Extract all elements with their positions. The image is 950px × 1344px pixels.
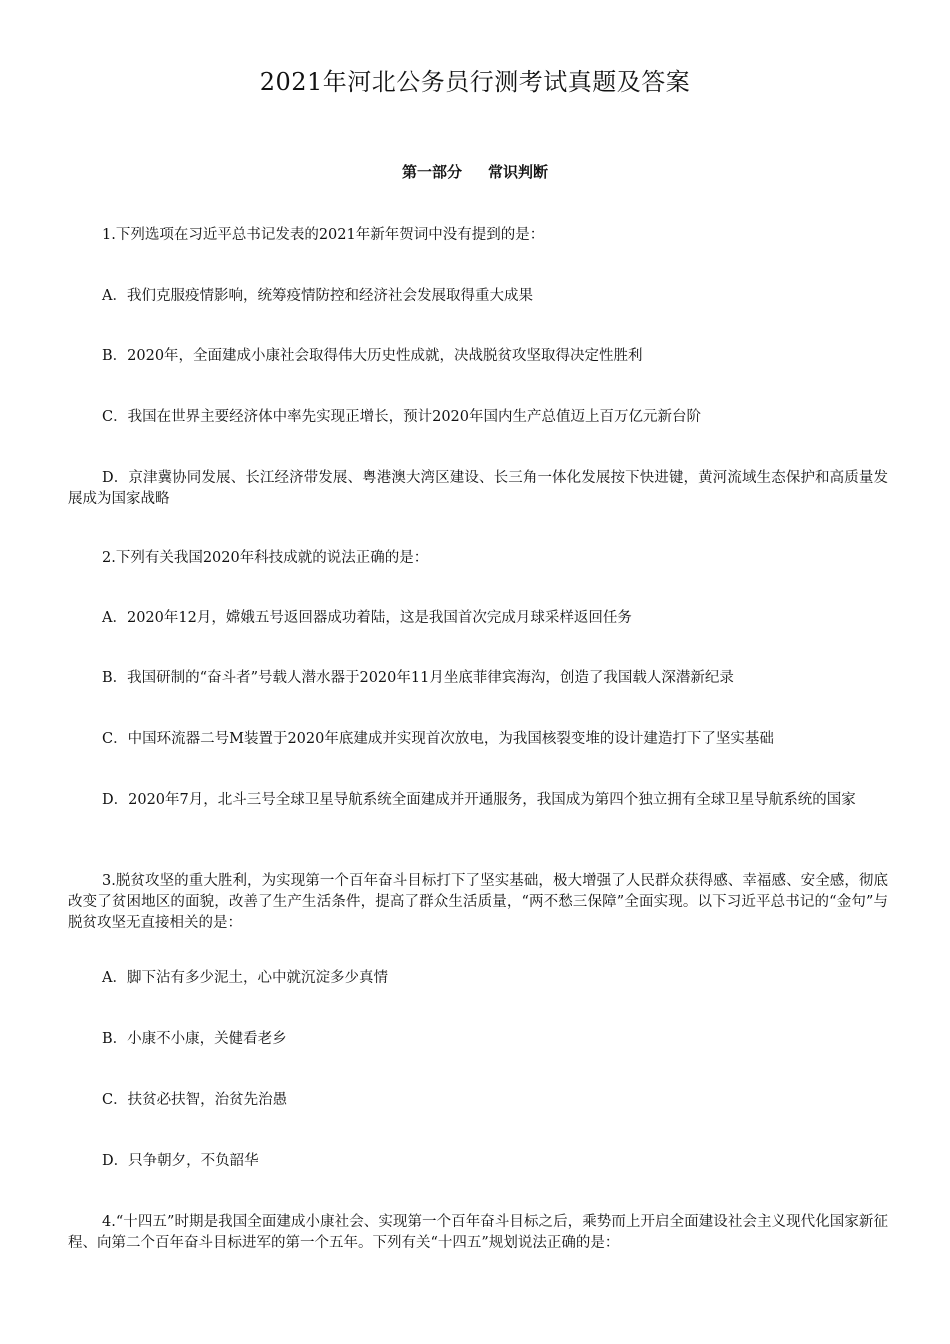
question-stem: 4.“十四五”时期是我国全面建成小康社会、实现第一个百年奋斗目标之后，乘势而上开启全面建设社会主义现代化国家新征程、向第二个百年奋斗目标进军的第一个五年。下列有关“十四五”规划说法正确的是： — [68, 1214, 888, 1251]
question-option: B．2020年，全面建成小康社会取得伟大历史性成就，决战脱贫攻坚取得决定性胜利 — [102, 348, 643, 364]
question-option: D．只争朝夕，不负韶华 — [102, 1153, 259, 1169]
question-option: D．2020年7月，北斗三号全球卫星导航系统全面建成并开通服务，我国成为第四个独立拥有全球卫星导航系统的国家 — [102, 792, 856, 808]
section-heading — [0, 161, 950, 182]
question-option: B．小康不小康，关健看老乡 — [102, 1031, 287, 1047]
question-option: C．我国在世界主要经济体中率先实现正增长，预计2020年国内生产总值迈上百万亿元新台阶 — [102, 409, 701, 425]
question-option: C．中国环流器二号M装置于2020年底建成并实现首次放电，为我国核裂变堆的设计建造打下了坚实基础 — [102, 731, 774, 747]
question-option: A．我们克服疫情影响，统筹疫情防控和经济社会发展取得重大成果 — [102, 288, 533, 304]
question-option: B．我国研制的“奋斗者”号载人潜水器于2020年11月坐底菲律宾海沟，创造了我国载人深潜新纪录 — [102, 670, 734, 686]
section-name: 常识判断 — [488, 163, 549, 181]
question-stem: 2.下列有关我国2020年科技成就的说法正确的是： — [102, 550, 429, 566]
question-option: D．京津冀协同发展、长江经济带发展、粤港澳大湾区建设、长三角一体化发展按下快进键，黄河流域生态保护和高质量发展成为国家战略 — [68, 470, 888, 507]
document-title: 2021年河北公务员行测考试真题及答案 — [259, 68, 691, 96]
question-option: A．2020年12月，嫦娥五号返回器成功着陆，这是我国首次完成月球采样返回任务 — [102, 610, 632, 626]
question-option: A．脚下沾有多少泥土，心中就沉淀多少真情 — [102, 970, 388, 986]
question-stem: 3.脱贫攻坚的重大胜利，为实现第一个百年奋斗目标打下了坚实基础，极大增强了人民群众获得感、幸福感、安全感，彻底改变了贫困地区的面貌，改善了生产生活条件，提高了群众生活质量，“两不愁三保障”全面实现。以下习近平总书记的“金句”与脱贫攻坚无直接相关的是： — [68, 873, 888, 931]
section-part: 第一部分 — [401, 163, 462, 181]
question-option: C．扶贫必扶智，治贫先治愚 — [102, 1092, 288, 1108]
question-stem: 1.下列选项在习近平总书记发表的2021年新年贺词中没有提到的是： — [102, 227, 545, 243]
